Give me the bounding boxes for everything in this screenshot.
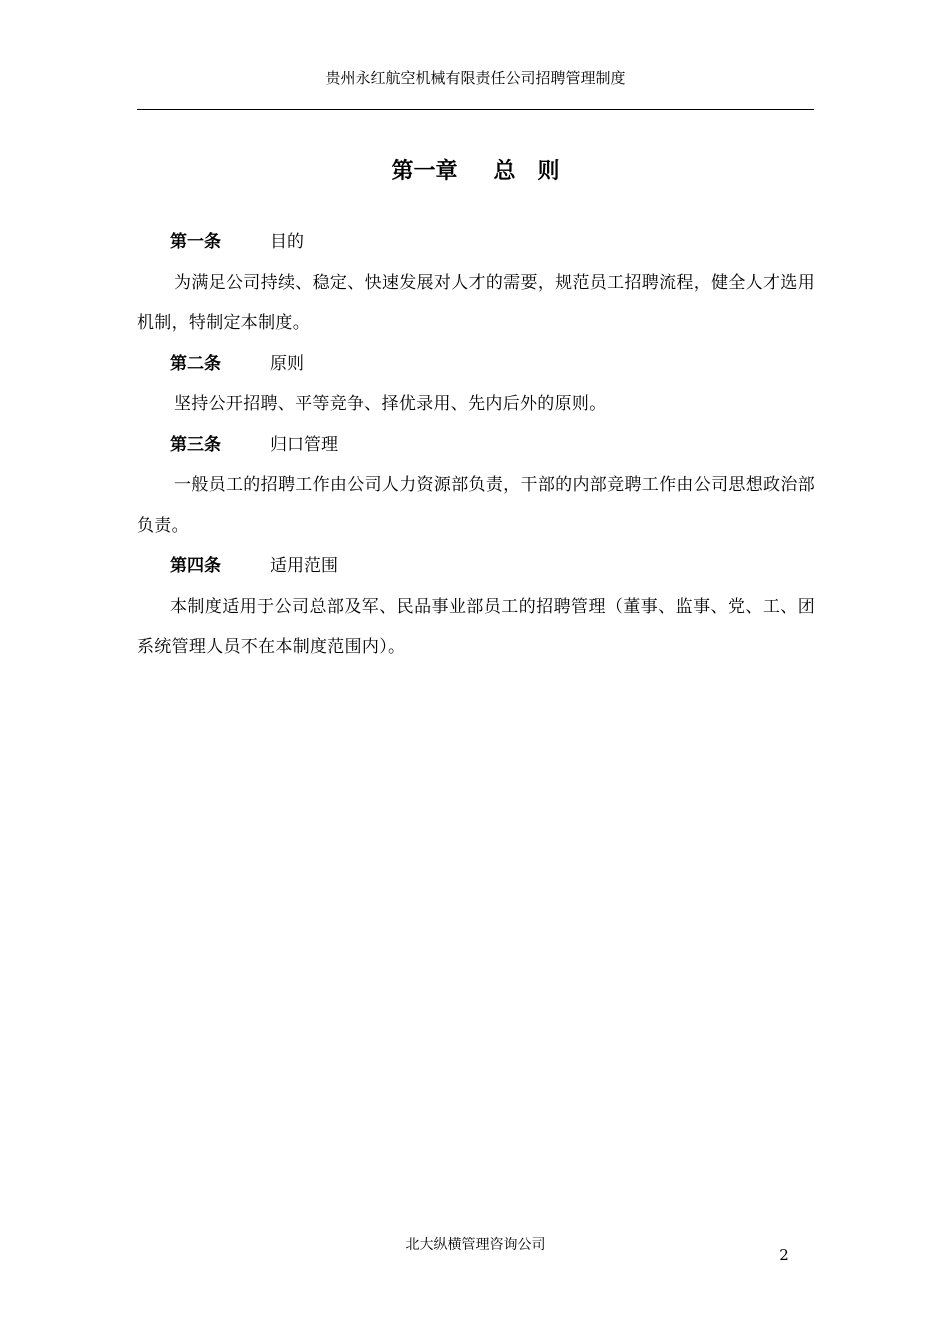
article-number: 第一条: [170, 232, 221, 252]
article-heading: [137, 425, 815, 466]
page-number: 2: [779, 1246, 789, 1264]
article-title: 目的: [270, 232, 304, 252]
article-1: [137, 222, 815, 344]
page-footer: [137, 1233, 814, 1257]
article-2: [137, 344, 815, 425]
article-body: 坚持公开招聘、平等竞争、择优录用、先内后外的原则。: [174, 394, 607, 414]
article-number: 第二条: [170, 353, 221, 374]
article-body: 本制度适用于公司总部及军、民品事业部员工的招聘管理（董事、监事、党、工、团系统管理人员不在本制度范围内）。: [137, 596, 815, 657]
chapter-number: 第一章: [391, 159, 458, 184]
article-3: [137, 425, 815, 547]
article-title: 归口管理: [270, 434, 338, 455]
article-number: 第三条: [170, 434, 221, 455]
chapter-name-part1: 总: [493, 159, 516, 184]
chapter-heading: [137, 156, 814, 188]
header-title: 贵州永红航空机械有限责任公司招聘管理制度: [325, 69, 626, 87]
article-4: [137, 546, 815, 668]
article-number: 第四条: [170, 556, 221, 576]
chapter-name-part2: 则: [537, 159, 560, 184]
header-divider: [137, 109, 814, 110]
article-heading: [137, 546, 815, 587]
article-heading: [137, 222, 815, 263]
article-body: 为满足公司持续、稳定、快速发展对人才的需要，规范员工招聘流程，健全人才选用机制，特制定本制度。: [137, 272, 815, 333]
footer-company: 北大纵横管理咨询公司: [405, 1237, 546, 1253]
article-heading: [137, 344, 815, 385]
page-header: [137, 66, 814, 90]
article-body: 一般员工的招聘工作由公司人力资源部负责，干部的内部竞聘工作由公司思想政治部负责。: [137, 475, 815, 536]
document-body: [137, 222, 815, 668]
article-title: 原则: [270, 353, 304, 374]
article-title: 适用范围: [270, 556, 338, 576]
